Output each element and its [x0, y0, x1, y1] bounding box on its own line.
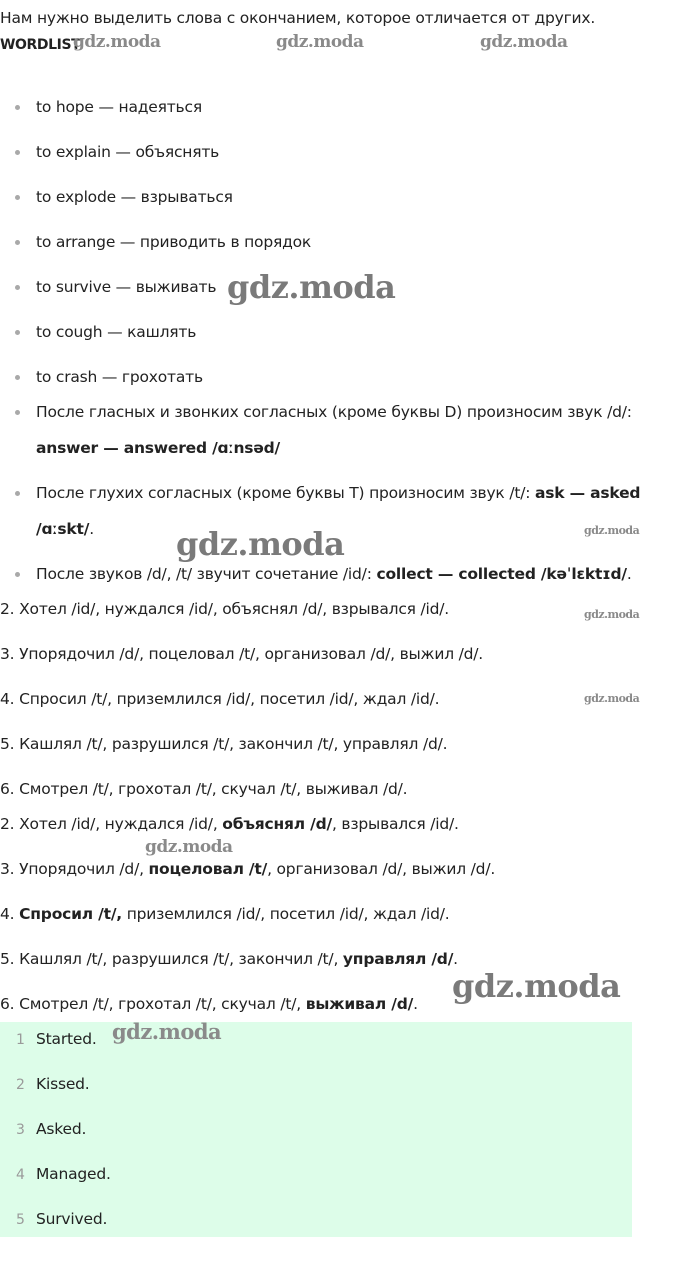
answer-number: 2	[16, 1077, 25, 1093]
wordlist-item: to survive — выживать	[36, 278, 217, 296]
watermark: gdz.moda	[276, 32, 364, 52]
exercise-line: 4. Спросил /t/, приземлился /id/, посетил /id/, ждал /id/.	[0, 690, 440, 708]
wordlist-item: to arrange — приводить в порядок	[36, 233, 312, 251]
answers-block	[0, 1022, 632, 1237]
bullet-icon	[15, 150, 20, 155]
watermark: gdz.moda	[73, 32, 161, 52]
exercise-line: 6. Смотрел /t/, грохотал /t/, скучал /t/, выживал /d/.	[0, 780, 408, 798]
watermark: gdz.moda	[480, 32, 568, 52]
watermark: gdz.moda	[176, 525, 345, 563]
rule-example-transcription: /ɑːskt/.	[36, 520, 94, 538]
answer-text: Survived.	[36, 1210, 108, 1228]
rule-text: После гласных и звонких согласных (кроме буквы D) произносим звук /d/:	[36, 403, 632, 421]
bullet-icon	[15, 375, 20, 380]
exercise-marked-line: 5. Кашлял /t/, разрушился /t/, закончил /t/, управлял /d/.	[0, 950, 458, 968]
answer-text: Kissed.	[36, 1075, 90, 1093]
intro-text: Нам нужно выделить слова с окончанием, которое отличается от других.	[0, 9, 596, 27]
bullet-icon	[15, 195, 20, 200]
answer-text: Asked.	[36, 1120, 87, 1138]
answer-number: 4	[16, 1167, 25, 1183]
watermark: gdz.moda	[584, 524, 640, 537]
exercise-line: 3. Упорядочил /d/, поцеловал /t/, организовал /d/, выжил /d/.	[0, 645, 484, 663]
bullet-icon	[15, 285, 20, 290]
watermark: gdz.moda	[584, 608, 640, 621]
rule-example: collect — collected /kəˈlɛktɪd/	[376, 565, 627, 583]
watermark: gdz.moda	[227, 268, 396, 306]
exercise-line: 5. Кашлял /t/, разрушился /t/, закончил /t/, управлял /d/.	[0, 735, 448, 753]
watermark: gdz.moda	[452, 967, 621, 1005]
rule-text: После глухих согласных (кроме буквы T) произносим звук /t/: ask — asked	[36, 484, 641, 502]
watermark: gdz.moda	[112, 1019, 222, 1044]
wordlist-item: to explode — взрываться	[36, 188, 233, 206]
exercise-marked-line: 2. Хотел /id/, нуждался /id/, объяснял /d/, взрывался /id/.	[0, 815, 459, 833]
bullet-icon	[15, 105, 20, 110]
exercise-marked-line: 4. Спросил /t/, приземлился /id/, посетил /id/, ждал /id/.	[0, 905, 450, 923]
exercise-line: 2. Хотел /id/, нуждался /id/, объяснял /d/, взрывался /id/.	[0, 600, 450, 618]
exercise-marked-line: 3. Упорядочил /d/, поцеловал /t/, организовал /d/, выжил /d/.	[0, 860, 496, 878]
bullet-icon	[15, 330, 20, 335]
wordlist-item: to cough — кашлять	[36, 323, 197, 341]
wordlist-item: to crash — грохотать	[36, 368, 203, 386]
rule-example: answer — answered /ɑːnsəd/	[36, 439, 280, 457]
rule-text: После звуков /d/, /t/ звучит сочетание /id/: collect — collected /kəˈlɛktɪd/.	[36, 565, 632, 583]
bullet-icon	[15, 240, 20, 245]
bullet-icon	[15, 491, 20, 496]
answer-text: Started.	[36, 1030, 97, 1048]
rule-example: ask — asked	[535, 484, 641, 502]
answer-number: 3	[16, 1122, 25, 1138]
watermark: gdz.moda	[584, 692, 640, 705]
bullet-icon	[15, 572, 20, 577]
answer-number: 1	[16, 1032, 25, 1048]
bullet-icon	[15, 410, 20, 415]
wordlist-heading: WORDLIST	[0, 37, 81, 53]
answer-text: Managed.	[36, 1165, 111, 1183]
exercise-marked-line: 6. Смотрел /t/, грохотал /t/, скучал /t/, выживал /d/.	[0, 995, 418, 1013]
wordlist-item: to hope — надеяться	[36, 98, 202, 116]
watermark: gdz.moda	[145, 837, 233, 857]
wordlist-item: to explain — объяснять	[36, 143, 220, 161]
answer-number: 5	[16, 1212, 25, 1228]
